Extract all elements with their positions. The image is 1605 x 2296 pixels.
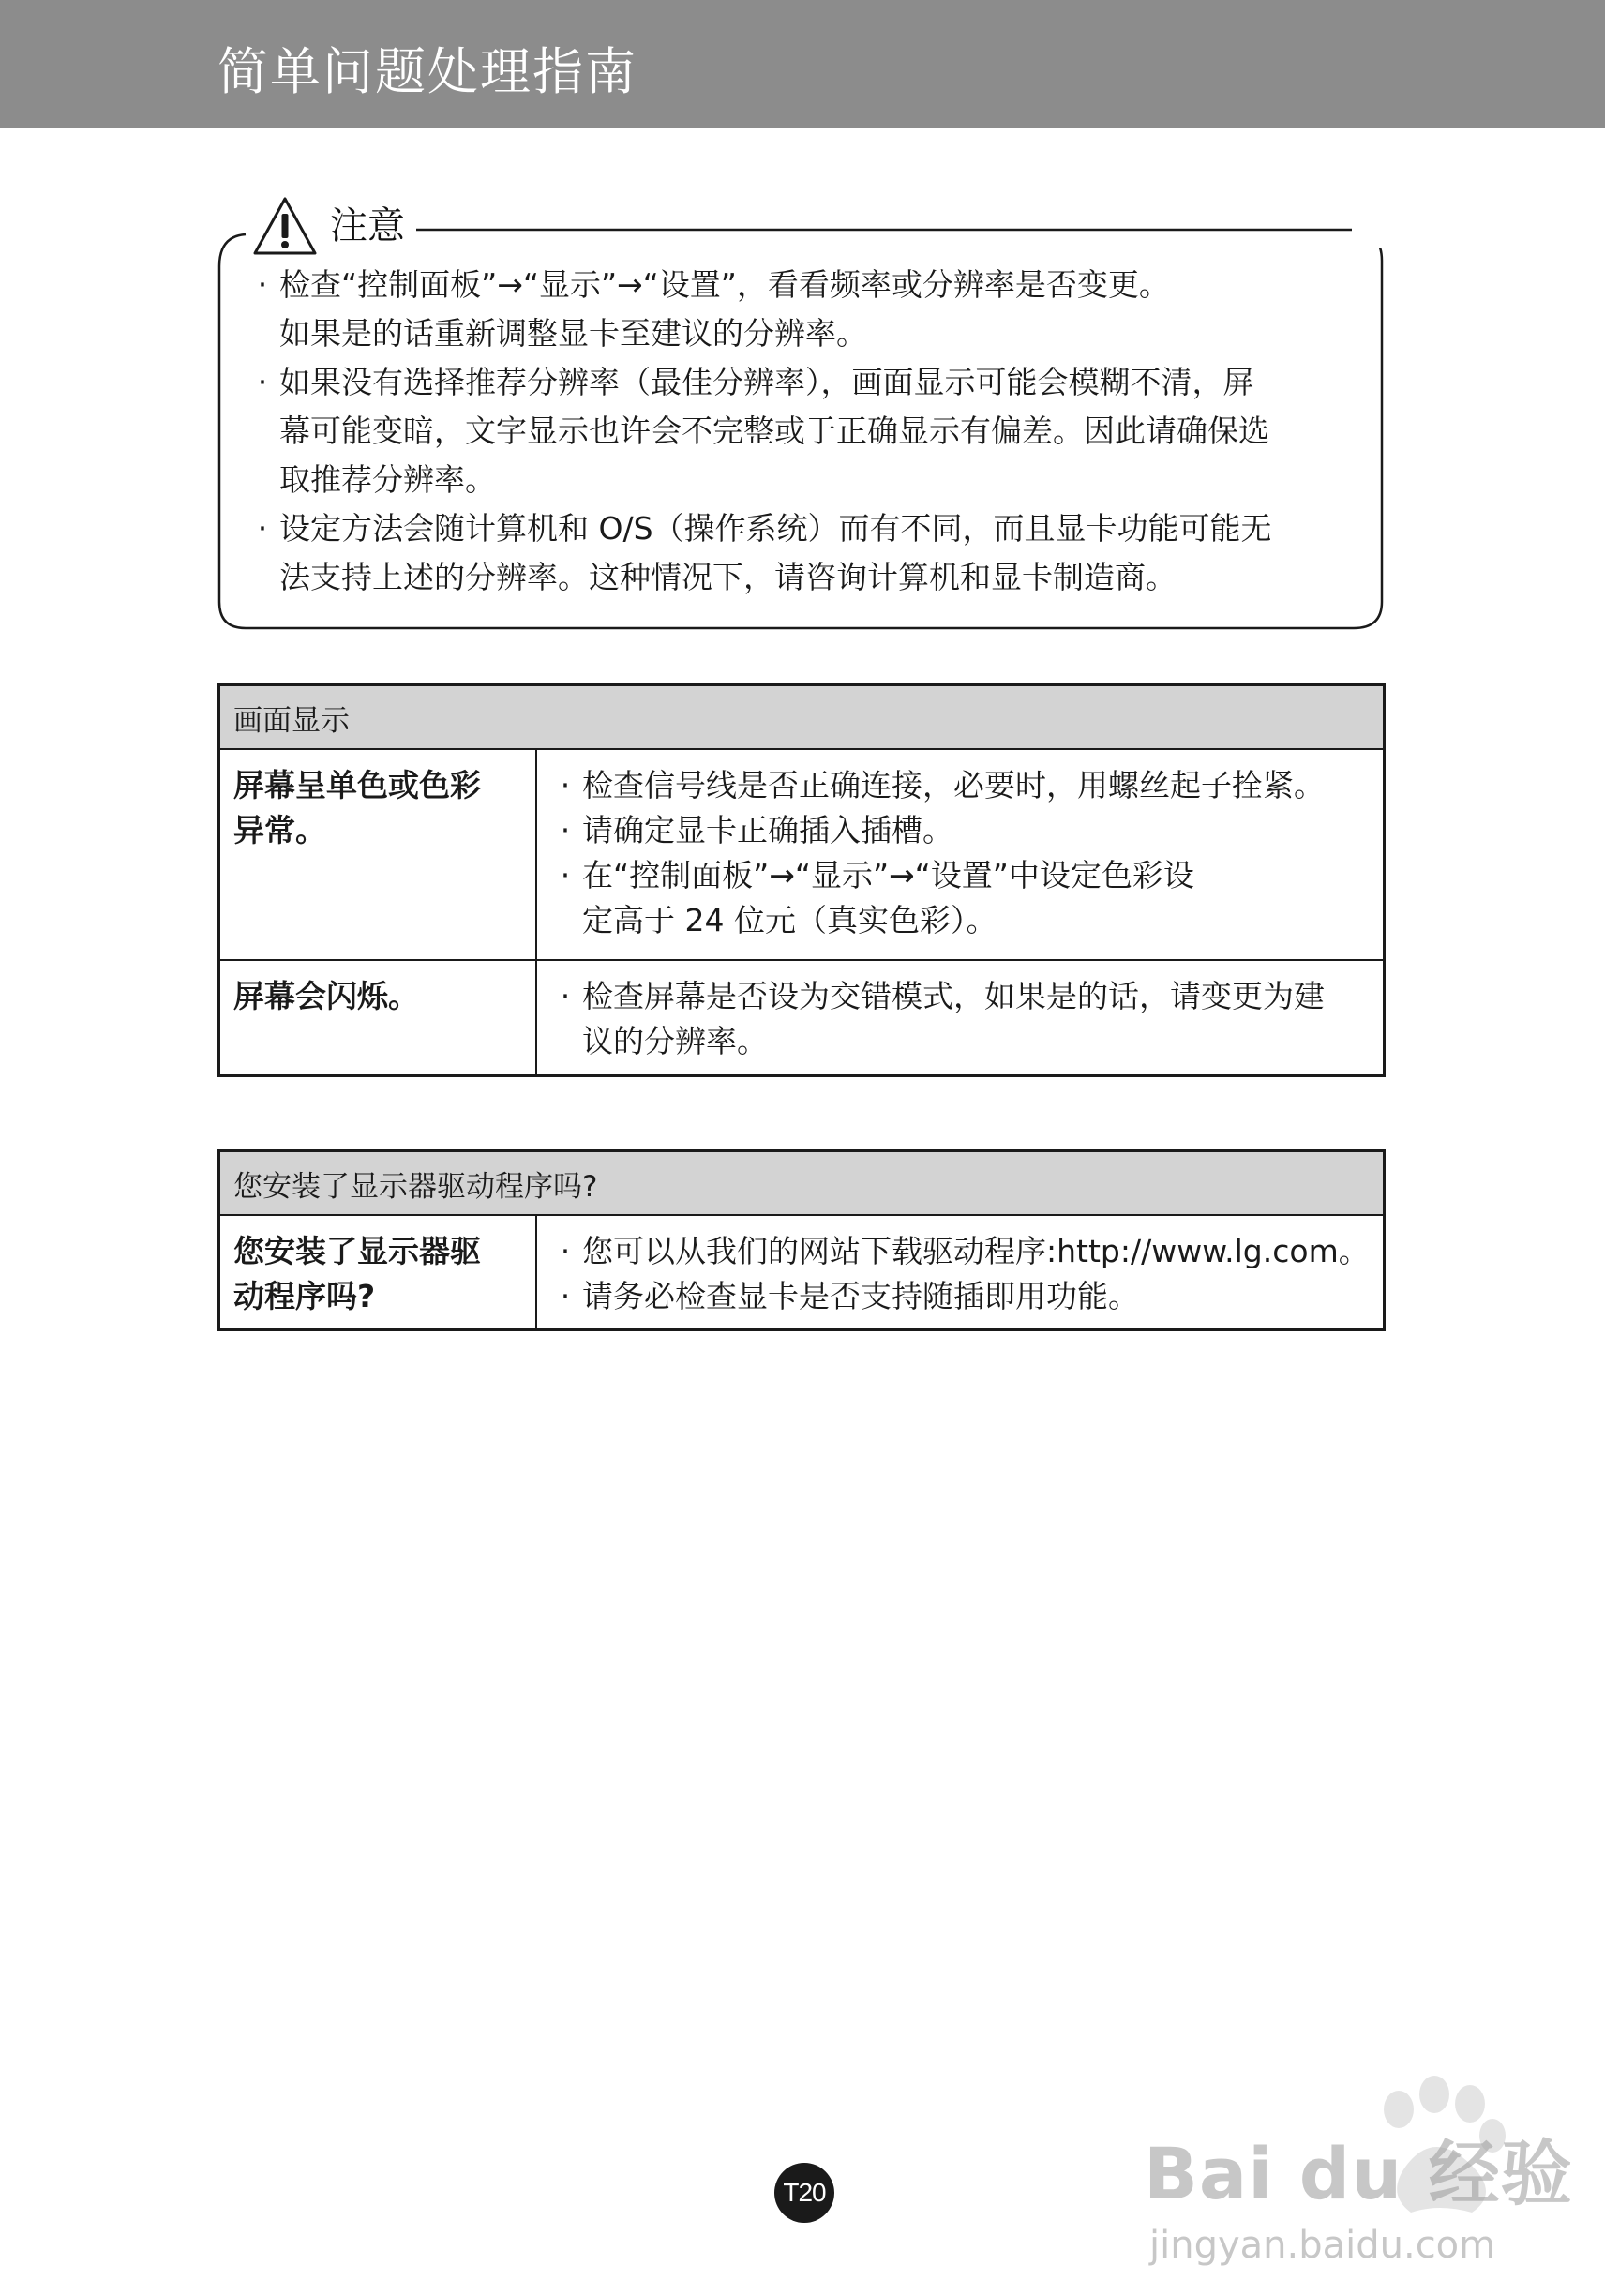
caution-line: 如果是的话重新调整显卡至建议的分辨率。 [279, 315, 867, 352]
symptom-line: 动程序吗? [233, 1278, 376, 1314]
bullet-dot: · [560, 978, 571, 1014]
caution-list [246, 261, 1371, 602]
remedy-line: 检查屏幕是否设为交错模式，如果是的话，请变更为建 [582, 978, 1325, 1014]
remedy-item [548, 763, 1373, 808]
remedy-line: 检查信号线是否正确连接，必要时，用螺丝起子拴紧。 [582, 767, 1325, 803]
bullet-dot: · [257, 510, 268, 547]
remedy-line: 在“控制面板”→“显示”→“设置”中设定色彩设 [582, 857, 1194, 893]
caution-label: 注意 [330, 204, 405, 248]
remedy-cell [537, 1216, 1383, 1330]
table-header: 画面显示 [220, 686, 1383, 750]
caution-item [246, 504, 1371, 602]
symptom-cell [220, 750, 537, 959]
bullet-dot: · [257, 364, 268, 400]
symptom-line: 异常。 [233, 812, 326, 848]
remedy-list [548, 763, 1373, 943]
table-row [220, 961, 1383, 1075]
caution-item [246, 261, 1371, 358]
remedy-cell [537, 961, 1383, 1075]
remedy-line: 请确定显卡正确插入插槽。 [582, 812, 953, 848]
caution-line: 设定方法会随计算机和 O/S（操作系统）而有不同，而且显卡功能可能无 [279, 510, 1272, 547]
table-header: 您安装了显示器驱动程序吗? [220, 1152, 1383, 1216]
remedy-list [548, 1229, 1373, 1319]
remedy-item [548, 853, 1373, 943]
driver-table [218, 1149, 1386, 1331]
caution-line: 取推荐分辨率。 [279, 461, 496, 498]
header-bar [0, 0, 1605, 128]
caution-top-border [218, 223, 1384, 236]
caution-line: 法支持上述的分辨率。这种情况下，请咨询计算机和显卡制造商。 [279, 559, 1177, 595]
caution-line: 如果没有选择推荐分辨率（最佳分辨率），画面显示可能会模糊不清，屏 [279, 364, 1254, 400]
bullet-dot: · [560, 857, 571, 893]
bullet-dot: · [257, 266, 268, 303]
bullet-dot: · [560, 1278, 571, 1314]
remedy-line: 请务必检查显卡是否支持随插即用功能。 [582, 1278, 1139, 1314]
display-table [218, 683, 1386, 1077]
remedy-line: 您可以从我们的网站下载驱动程序:http://www.lg.com。 [582, 1233, 1370, 1269]
remedy-line: 定高于 24 位元（真实色彩）。 [582, 902, 998, 938]
bullet-dot: · [560, 1233, 571, 1269]
remedy-line: 议的分辨率。 [582, 1023, 768, 1059]
symptom-line: 屏幕呈单色或色彩 [233, 767, 481, 803]
table-row [220, 750, 1383, 961]
table-row [220, 1216, 1383, 1330]
page-title: 简单问题处理指南 [218, 42, 638, 101]
remedy-item [548, 1274, 1373, 1319]
page-number: T20 [774, 2163, 834, 2223]
bullet-dot: · [560, 812, 571, 848]
watermark-brand: Bai du 经验 [1144, 2132, 1573, 2215]
remedy-list [548, 974, 1373, 1064]
bullet-dot: · [560, 767, 571, 803]
remedy-item [548, 1229, 1373, 1274]
symptom-cell [220, 961, 537, 1075]
symptom-line: 您安装了显示器驱 [233, 1233, 481, 1269]
remedy-item [548, 808, 1373, 853]
symptom-cell [220, 1216, 537, 1330]
remedy-item [548, 974, 1373, 1064]
watermark-url: jingyan.baidu.com [1149, 2224, 1496, 2267]
caution-line: 幕可能变暗，文字显示也许会不完整或于正确显示有偏差。因此请确保选 [279, 413, 1269, 449]
caution-line: 检查“控制面板”→“显示”→“设置”，看看频率或分辨率是否变更。 [279, 266, 1170, 303]
remedy-cell [537, 750, 1383, 959]
symptom-line: 屏幕会闪烁。 [233, 978, 419, 1014]
caution-item [246, 358, 1371, 504]
